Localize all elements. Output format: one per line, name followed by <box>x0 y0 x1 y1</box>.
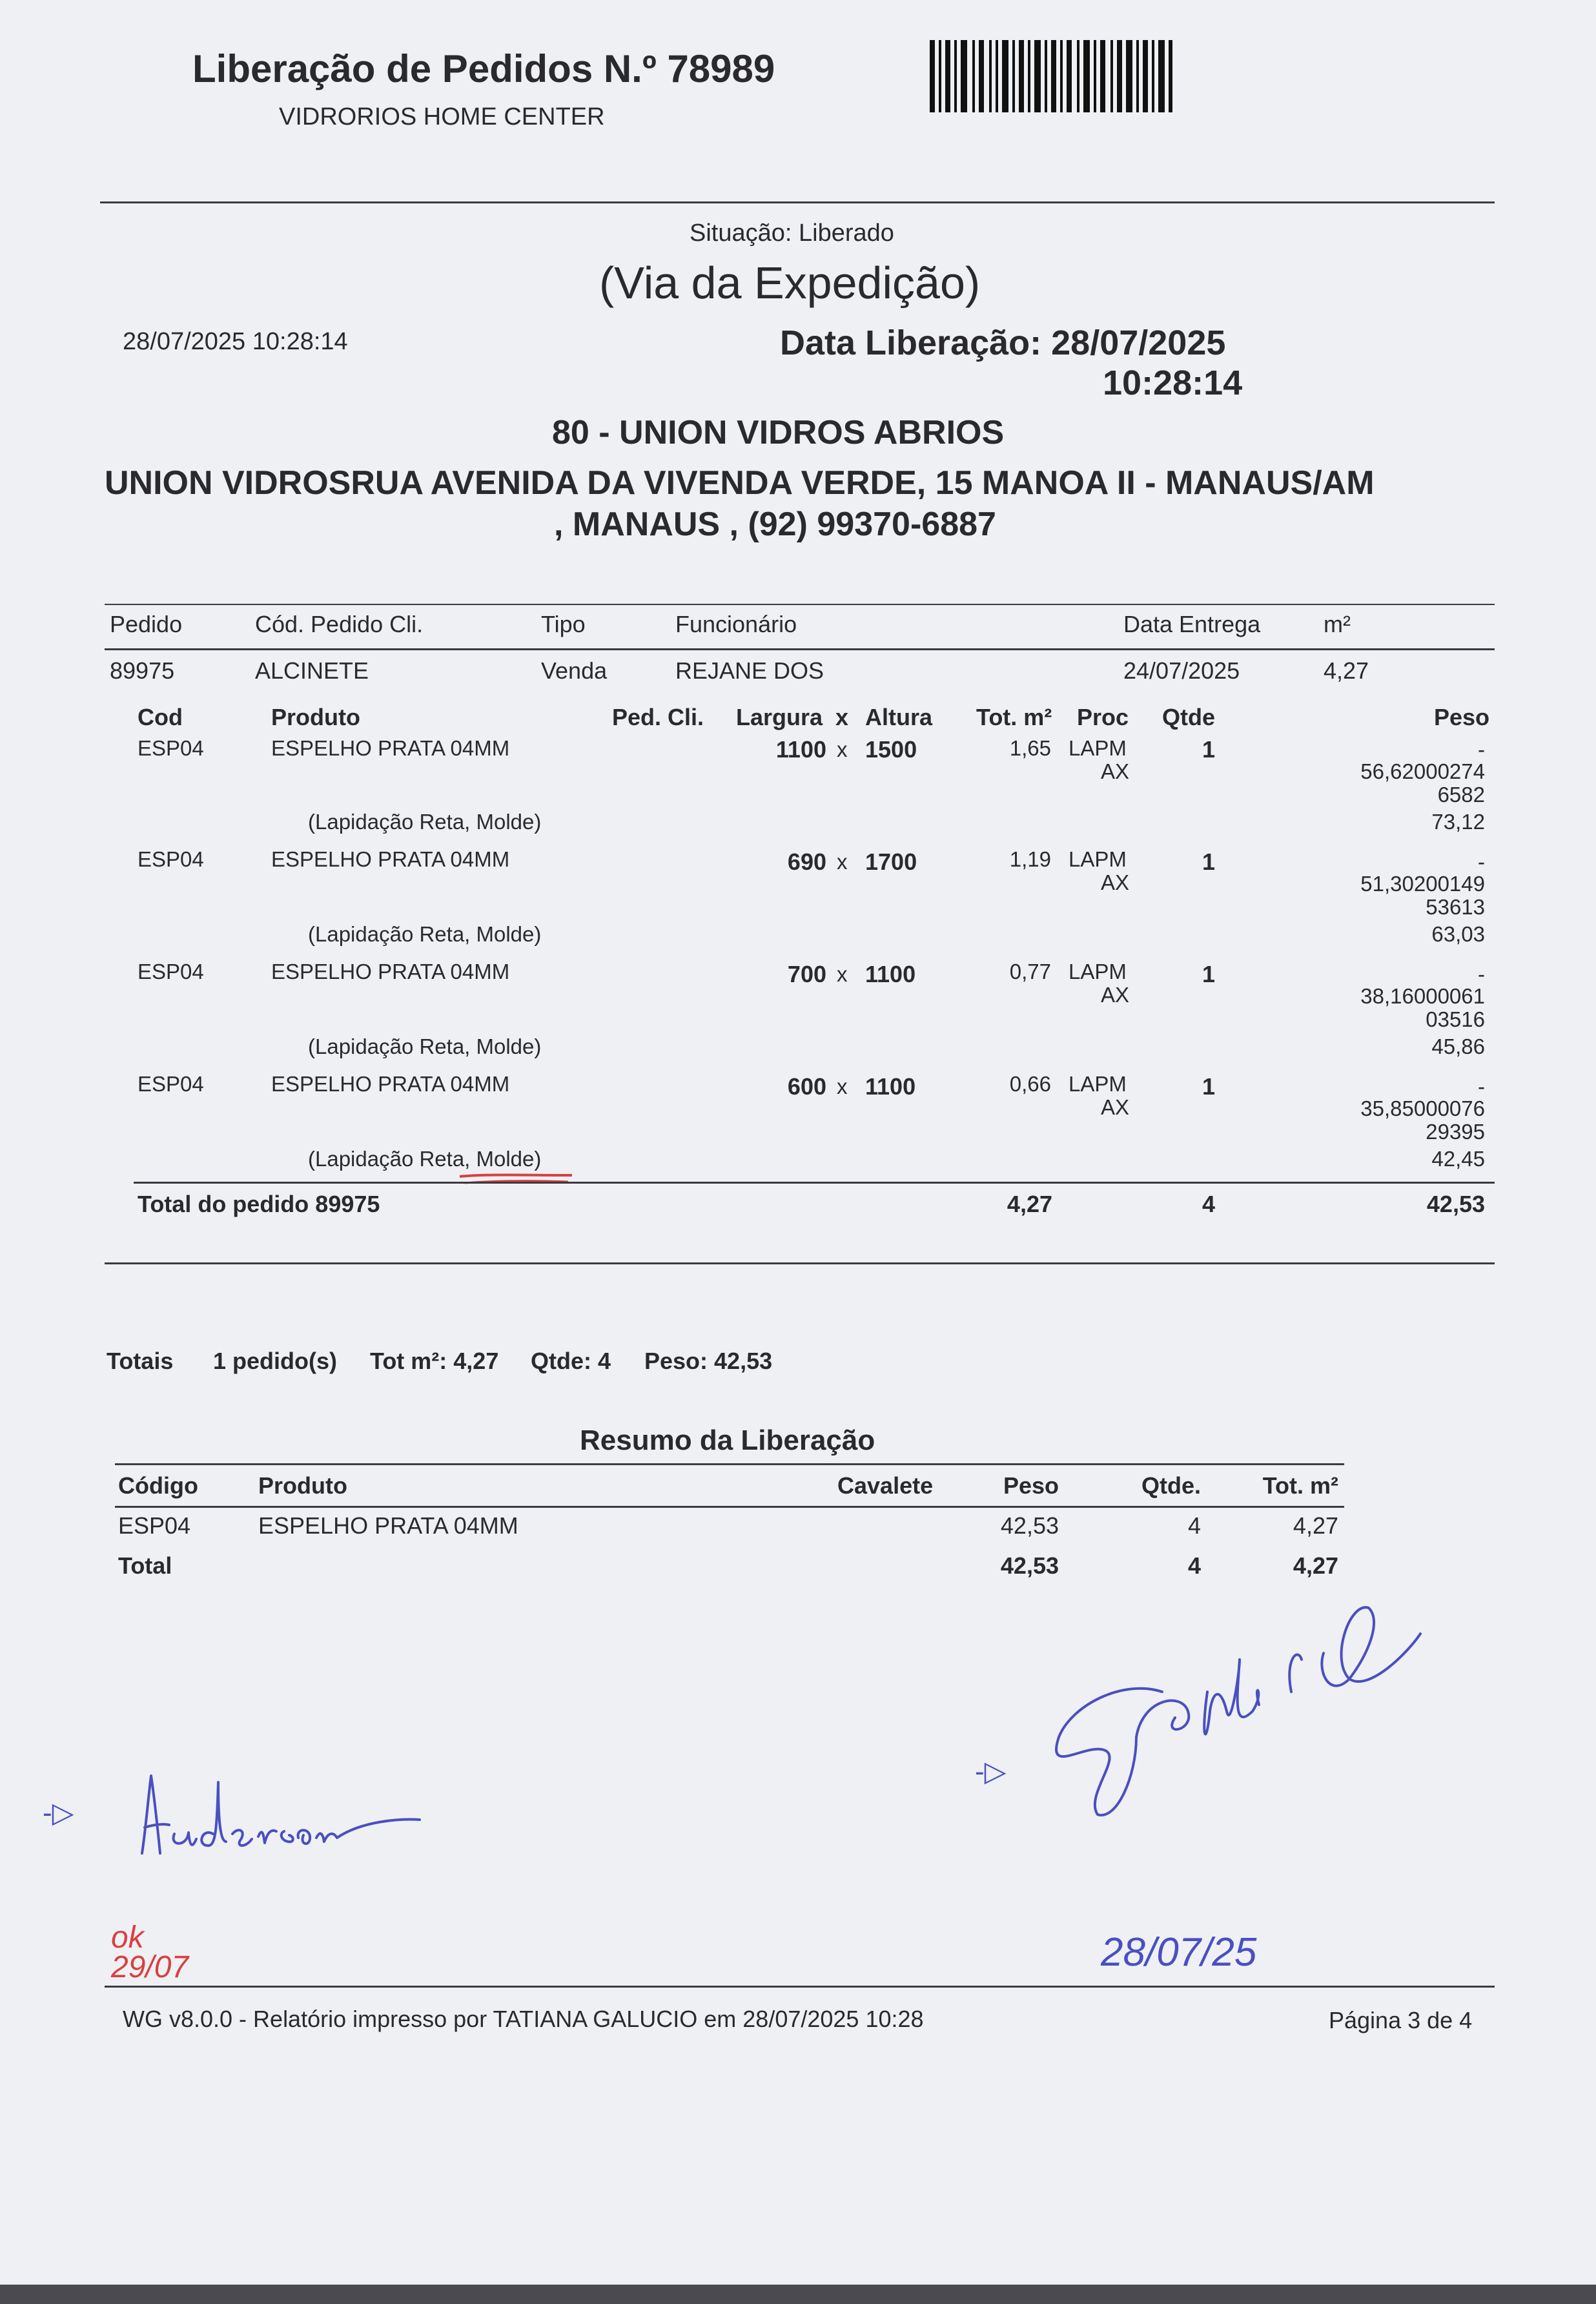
summary-row-peso: 42,53 <box>1000 1512 1059 1539</box>
item-obs: (Lapidação Reta, Molde) <box>308 810 542 834</box>
item-x: x <box>837 850 848 874</box>
item-peso-dash: - <box>1478 737 1485 761</box>
client-address-line1: UNION VIDROSRUA AVENIDA DA VIVENDA VERDE, 15 MANOA II - MANAUS/AM <box>105 464 1375 502</box>
item-tot-m2: 1,19 <box>1009 847 1051 871</box>
items-col-qtde: Qtde <box>1162 704 1216 730</box>
item-altura: 1500 <box>865 736 917 763</box>
order-total-peso: 42,53 <box>1426 1191 1485 1217</box>
item-largura: 690 <box>787 849 826 875</box>
item-x: x <box>837 962 848 986</box>
arrow-mark-right: -▷ <box>975 1756 1007 1787</box>
release-date: Data Liberação: 28/07/2025 <box>780 324 1226 362</box>
item-peso-dash: - <box>1478 850 1485 874</box>
item-peso-dash: - <box>1478 1075 1485 1098</box>
items-col-proc: Proc <box>1077 704 1129 730</box>
item-produto: ESPELHO PRATA 04MM <box>271 1072 510 1096</box>
order-tipo-value: Venda <box>541 657 608 684</box>
item-altura: 1700 <box>865 849 917 875</box>
item-peso-final: 42,45 <box>1431 1147 1485 1171</box>
totals-tot-m2: Tot m²: 4,27 <box>370 1348 499 1374</box>
arrow-mark-left: -▷ <box>43 1797 74 1829</box>
item-altura: 1100 <box>865 961 916 987</box>
summary-total-tot-m2: 4,27 <box>1293 1552 1338 1579</box>
release-time: 10:28:14 <box>1103 364 1243 402</box>
item-produto: ESPELHO PRATA 04MM <box>271 960 510 983</box>
summary-row-produto: ESPELHO PRATA 04MM <box>258 1512 518 1539</box>
item-peso-final: 73,12 <box>1431 810 1485 834</box>
totals-label: Totais <box>107 1348 174 1374</box>
status-text: Situação: Liberado <box>690 220 894 247</box>
handwritten-check: ok 29/07 <box>111 1920 189 1984</box>
col-data-entrega: Data Entrega <box>1123 611 1261 637</box>
item-peso-part1: 51,30200149 <box>1360 872 1485 896</box>
summary-header-line <box>115 1506 1344 1508</box>
summary-col-qtde: Qtde. <box>1141 1472 1201 1499</box>
order-pedido-value: 89975 <box>110 657 175 684</box>
col-m2: m² <box>1324 611 1351 637</box>
summary-title: Resumo da Liberação <box>580 1425 875 1456</box>
summary-top-line <box>115 1463 1344 1465</box>
handwritten-date: 28/07/25 <box>1101 1930 1257 1975</box>
header-divider <box>100 201 1495 203</box>
item-proc: LAPM <box>1069 736 1127 760</box>
footer-printed-by: WG v8.0.0 - Relatório impresso por TATIANA GALUCIO em 28/07/2025 10:28 <box>123 2006 924 2032</box>
items-col-cod: Cod <box>138 704 183 730</box>
page-number: Página 3 de 4 <box>1329 2007 1473 2033</box>
items-col-altura: Altura <box>865 704 933 730</box>
col-tipo: Tipo <box>541 611 586 637</box>
order-data-entrega-value: 24/07/2025 <box>1123 657 1240 684</box>
summary-col-tot-m2: Tot. m² <box>1262 1472 1338 1499</box>
item-altura: 1100 <box>865 1073 916 1100</box>
item-proc: LAPM <box>1069 847 1127 871</box>
summary-row-tot-m2: 4,27 <box>1293 1512 1338 1539</box>
summary-col-codigo: Código <box>118 1472 198 1499</box>
totals-peso: Peso: 42,53 <box>644 1348 773 1374</box>
order-total-qtde: 4 <box>1202 1191 1216 1217</box>
item-cod: ESP04 <box>138 847 204 871</box>
item-peso-part1: 38,16000061 <box>1360 984 1485 1008</box>
col-pedido: Pedido <box>110 611 183 637</box>
company-name: VIDRORIOS HOME CENTER <box>279 103 605 130</box>
signature-anderson <box>129 1756 426 1866</box>
items-col-x: x <box>835 704 849 730</box>
item-tot-m2: 0,66 <box>1009 1072 1051 1096</box>
item-x: x <box>837 737 848 761</box>
items-col-peso: Peso <box>1434 704 1490 730</box>
order-total-m2: 4,27 <box>1007 1191 1052 1217</box>
item-peso-part1: 56,62000274 <box>1360 759 1485 783</box>
item-largura: 1100 <box>775 736 826 763</box>
item-obs: (Lapidação Reta, Molde) <box>308 922 542 946</box>
items-col-largura: Largura <box>736 704 823 730</box>
item-peso-part2: 29395 <box>1426 1120 1485 1144</box>
item-peso-part2: 6582 <box>1437 783 1485 807</box>
summary-col-cavalete: Cavalete <box>837 1472 934 1499</box>
items-col-tot-m2: Tot. m² <box>976 704 1052 730</box>
signature-sergio <box>1046 1582 1433 1827</box>
item-peso-part1: 35,85000076 <box>1360 1096 1485 1120</box>
footer-line <box>105 1986 1495 1988</box>
order-section-bottom-line <box>105 1262 1495 1264</box>
order-cod-cli-value: ALCINETE <box>255 657 369 684</box>
summary-col-produto: Produto <box>258 1472 347 1499</box>
item-largura: 600 <box>787 1073 826 1100</box>
totals-pedidos: 1 pedido(s) <box>213 1348 338 1374</box>
summary-total-qtde: 4 <box>1187 1552 1201 1579</box>
item-obs: (Lapidação Reta, Molde) <box>308 1034 542 1058</box>
client-address-line2: , MANAUS , (92) 99370-6887 <box>554 506 996 543</box>
item-qtde: 1 <box>1202 736 1216 763</box>
order-m2-value: 4,27 <box>1324 657 1369 684</box>
client-name: 80 - UNION VIDROS ABRIOS <box>552 414 1005 451</box>
order-funcionario-value: REJANE DOS <box>675 657 824 684</box>
order-total-line <box>134 1182 1495 1184</box>
item-proc: LAPM <box>1069 1072 1127 1096</box>
item-proc-ax: AX <box>1101 1095 1130 1119</box>
item-peso-final: 63,03 <box>1431 922 1485 946</box>
summary-row-codigo: ESP04 <box>118 1512 191 1539</box>
summary-col-peso: Peso <box>1003 1472 1059 1499</box>
item-tot-m2: 0,77 <box>1009 960 1051 983</box>
item-peso-part2: 03516 <box>1426 1007 1485 1031</box>
item-tot-m2: 1,65 <box>1009 736 1051 760</box>
item-cod: ESP04 <box>138 736 204 760</box>
totals-qtde: Qtde: 4 <box>531 1348 611 1374</box>
items-col-produto: Produto <box>271 704 360 730</box>
item-x: x <box>837 1075 848 1098</box>
scan-edge <box>0 2285 1596 2304</box>
item-obs: (Lapidação Reta, Molde) <box>308 1147 542 1171</box>
item-proc-ax: AX <box>1101 983 1130 1007</box>
order-total-label: Total do pedido 89975 <box>138 1191 380 1217</box>
barcode <box>930 40 1175 114</box>
item-peso-part2: 53613 <box>1426 895 1485 919</box>
summary-total-peso: 42,53 <box>1000 1552 1059 1579</box>
summary-row-qtde: 4 <box>1187 1512 1201 1539</box>
order-table-top-line <box>105 604 1495 605</box>
order-table-header-line <box>105 648 1495 650</box>
item-qtde: 1 <box>1202 961 1216 987</box>
item-largura: 700 <box>787 961 826 987</box>
print-timestamp: 28/07/2025 10:28:14 <box>123 328 348 355</box>
item-proc-ax: AX <box>1101 870 1130 894</box>
item-qtde: 1 <box>1202 849 1216 875</box>
item-qtde: 1 <box>1202 1073 1216 1100</box>
copy-type: (Via da Expedição) <box>599 258 981 308</box>
item-proc: LAPM <box>1069 960 1127 983</box>
item-peso-dash: - <box>1478 962 1485 986</box>
item-cod: ESP04 <box>138 1072 204 1096</box>
document-title: Liberação de Pedidos N.º 78989 <box>192 47 775 90</box>
col-cod-pedido-cli: Cód. Pedido Cli. <box>255 611 424 637</box>
red-underline-mark <box>458 1173 575 1188</box>
item-produto: ESPELHO PRATA 04MM <box>271 736 510 760</box>
item-proc-ax: AX <box>1101 759 1130 783</box>
col-funcionario: Funcionário <box>675 611 797 637</box>
items-col-ped-cli: Ped. Cli. <box>612 704 704 730</box>
item-produto: ESPELHO PRATA 04MM <box>271 847 510 871</box>
item-cod: ESP04 <box>138 960 204 983</box>
item-peso-final: 45,86 <box>1431 1034 1485 1058</box>
summary-total-label: Total <box>118 1552 172 1579</box>
